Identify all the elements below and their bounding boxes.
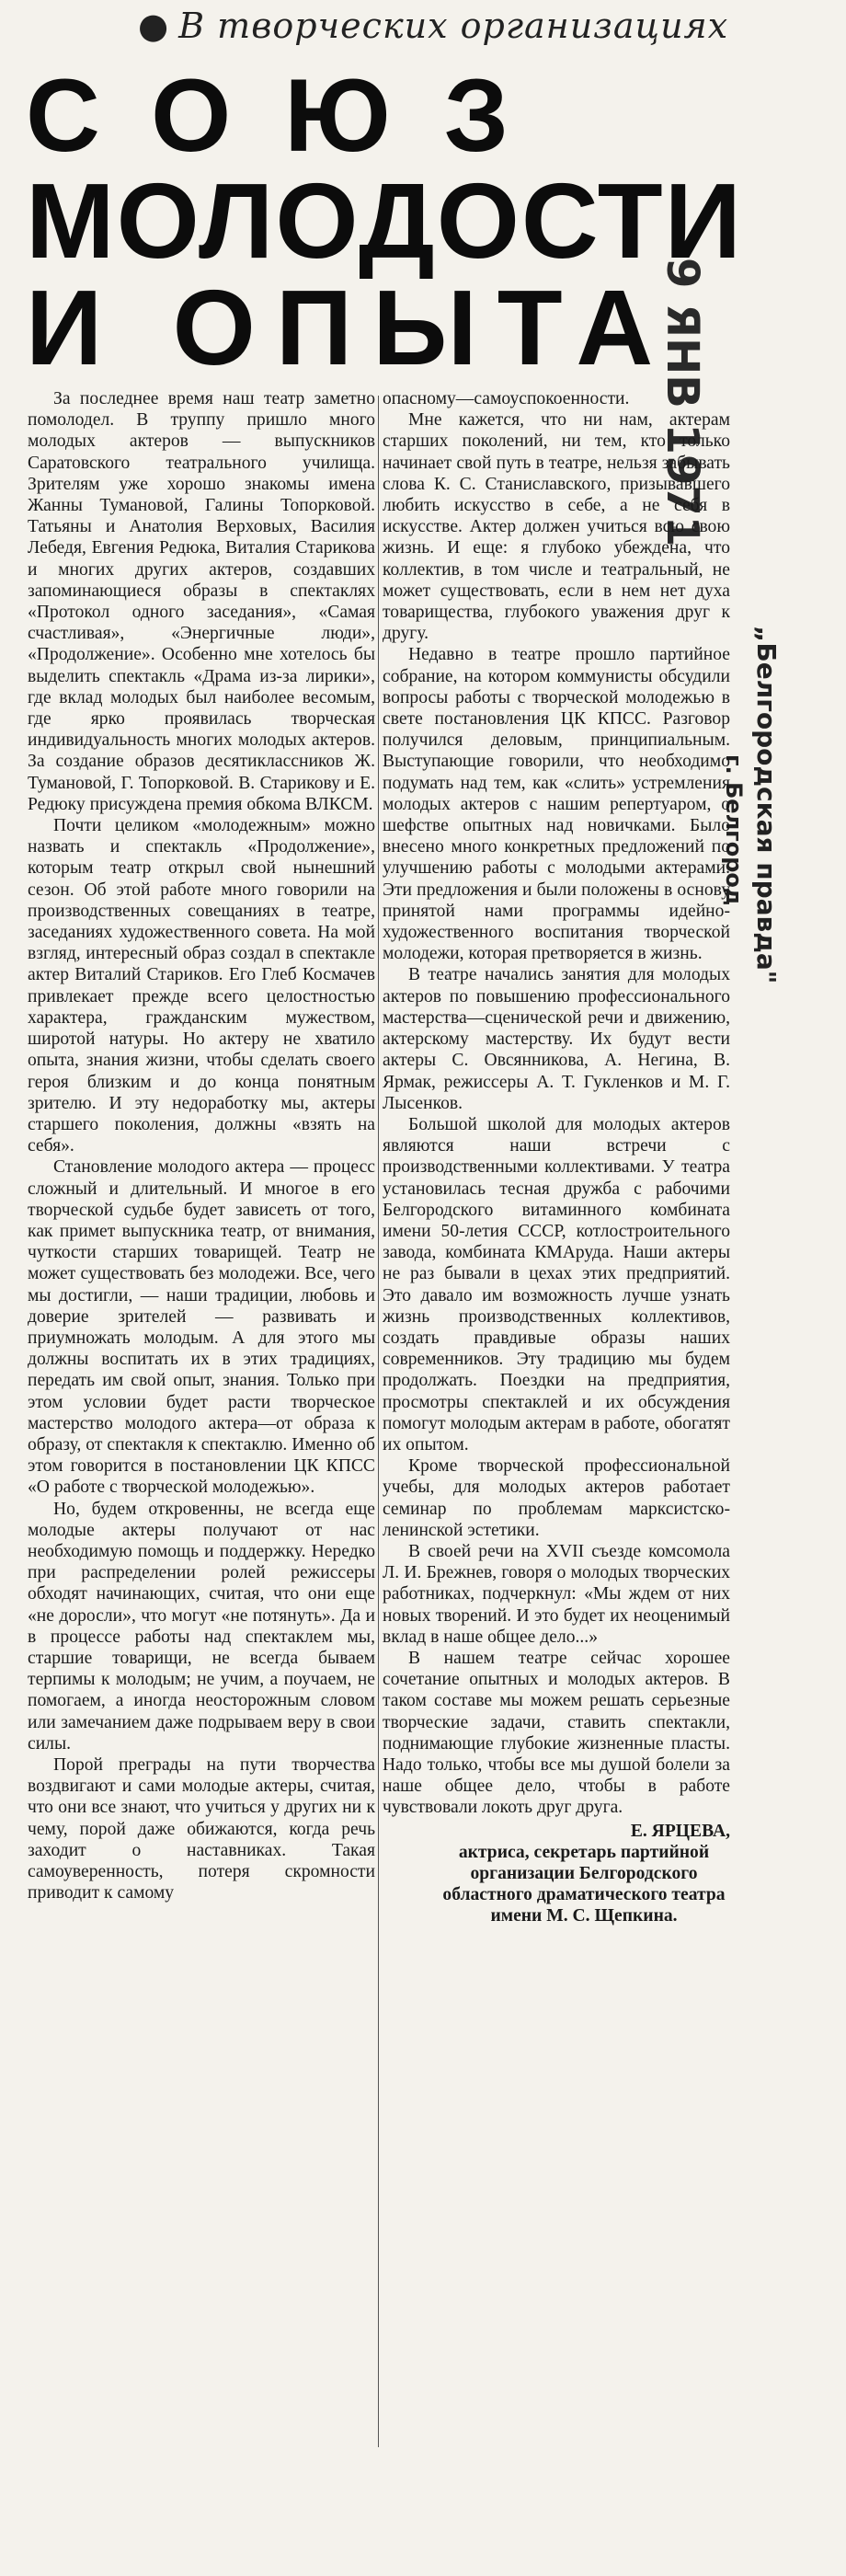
paragraph: Но, будем откровенны, не всегда еще молодые актеры получают от нас необходимую помощь и поддержку. Нередко при распределении ролей режиссеры обходят начинающих, считая, что они еще «не доросли», что могут «не потянуть». Да и в процессе работы над спектаклем мы, старшие товарищи, не всегда бываем терпимы к молодым; не учим, а поучаем, не помогаем, а иногда неосторожным словом или замечанием даже подрываем веру в свои силы. (28, 1499, 375, 1754)
paragraph: Почти целиком «молодежным» можно назвать и спектакль «Продолжение», которым театр открыл свой нынешний сезон. Об этой работе много говорили на производственных совещаниях в театре, заседаниях художественного совета. На мой взгляд, интересный образ создал в спектакле актер Виталий Стариков. Его Глеб Космачев привлекает прежде всего целостностью характера, гражданским мужеством, широтой натуры. Но актеру не хватило опыта, знания жизни, чтобы сделать своего героя близким и до конца понятным зрителю. И эту недоработку мы, актеры старшего поколения, должны «взять на себя». (28, 816, 375, 1156)
paragraph: Становление молодого актера — процесс сложный и длительный. И многое в его творческой судьбе будет зависеть от того, как примет выпускника театр, от внимания, чуткости старших товарищей. Театр не может существовать без молодежи. Все, чего мы достигли, — наши традиции, любовь и доверие зрителей — развивать и приумножать молодым. А для этого мы должны воспитать их в этих традициях, передать им свой опыт, знания. Только при этом условии будет расти творческое мастерство молодого актера—от образа к образу, от спектакля к спектаклю. Именно об этом говорится в постановлении ЦК КПСС «О работе с творческой молодежью». (28, 1157, 375, 1498)
paragraph: Недавно в театре прошло партийное собрание, на котором коммунисты обсудили вопросы работы с творческой молодежью в свете постановления ЦК КПСС. Разговор получился деловым, принципиальным. Выступающие говорили, что необходимо подумать над тем, как «слить» устремления молодых актеров с нашим репертуаром, о шефстве опытных над новичками. Было внесено много конкретных предложений по улучшению работы с молодыми актерами. Эти предложения и были положены в основу принятой нами программы идейно-художественного воспитания творческой молодежи, которая претворяется в жизнь. (383, 645, 730, 964)
rubric (138, 6, 728, 46)
headline (26, 58, 744, 387)
paragraph: Порой преграды на пути творчества воздвигают и сами молодые актеры, считая, что они все знают, что учиться у других ни к чему, порой даже обижаются, когда речь заходит о наставниках. Такая самоуверенность, потеря скромности приводит к самому (28, 1755, 375, 1903)
bullet-icon: ● (138, 6, 170, 46)
article-column-2 (383, 388, 730, 1927)
author-name: Е. ЯРЦЕВА, (630, 1821, 730, 1841)
paragraph: Большой школой для молодых актеров являются наши встречи с производственными коллективами. У театра установилась тесная дружба с рабочими Белгородского витаминного комбината имени 50-летия СССР, котлостроительного завода, комбината КМАруда. Наши актеры не раз бывали в цехах этих предприятий. Это давало им возможность лучше узнать жизнь производственных коллективов, создать правдивые образы наших современников. Эту традицию мы будем продолжать. Поездки на предприятия, просмотры спектаклей и их обсуждения помогут молодым актерам в работе, обогатят их опытом. (383, 1114, 730, 1455)
date-stamp: 9 ЯНВ 1971 (657, 258, 708, 547)
paragraph: Мне кажется, что ни нам, актерам старших поколений, ни тем, кто только начинает свой путь в театре, нельзя забывать слова К. С. Станиславского, призывавшего любить искусство в себе, а не себя в искусстве. Актер должен учиться всю свою жизнь. И еще: я глубоко убеждена, что коллектив, в том числе и театральный, не может существовать, если в нем нет духа товарищества, глубокого уважения друг к другу. (383, 410, 730, 644)
paragraph: В театре начались занятия для молодых актеров по повышению профессионального мастерства—сценической речи и движению, актерскому мастерству. Их будут вести актеры С. Овсянникова, А. Негина, В. Ярмак, режиссеры А. Т. Гукленков и М. Г. Лысенков. (383, 965, 730, 1113)
newspaper-name: „Белгородская правда" (751, 626, 782, 984)
paragraph: Кроме творческой профессиональной учебы, для молодых актеров работает семинар по проблемам марксистско-ленинской эстетики. (383, 1456, 730, 1540)
paragraph: В нашем театре сейчас хорошее сочетание опытных и молодых актеров. В таком составе мы можем решать серьезные творческие задачи, ставить спектакли, поднимающие глубокие жизненные пласты. Надо только, чтобы все мы душой болели за наше общее дело, чтобы в работе чувствовали локоть друг друга. (383, 1648, 730, 1818)
paragraph: опасному—самоуспокоенности. (383, 389, 630, 408)
headline-line-1: СОЮЗ (26, 58, 562, 173)
author-signature (383, 1821, 730, 1927)
newspaper-city: г. Белгород (721, 754, 747, 906)
rubric-text: В творческих организациях (178, 6, 729, 46)
paragraph: За последнее время наш театр заметно помолодел. В труппу пришло много молодых актеров — выпускников Саратовского театрального училища. Зрителям уже хорошо знакомы имена Жанны Тумановой, Галины Топорковой. Татьяны и Анатолия Верховых, Василия Лебедя, Евгения Редюка, Виталия Старикова и многих других актеров, создавших запоминающиеся образы в спектаклях «Протокол одного заседания», «Самая счастливая», «Энергичные люди», «Продолжение». Особенно мне хотелось бы выделить спектакль «Драма из-за лирики», где вклад молодых был наиболее весомым, где ярко проявилась творческая индивидуальность многих молодых актеров. За создание образов десятиклассников Ж. Тумановой, Г. Топорковой. В. Старикову и Е. Редюку присуждена премия обкома ВЛКСМ. (28, 389, 375, 814)
column-divider (378, 396, 379, 2447)
author-role: актриса, секретарь партийной организации Белгородского областного драматического театра имени М. С. Щепкина. (442, 1842, 726, 1926)
paragraph: В своей речи на XVII съезде комсомола Л. И. Брежнев, говоря о молодых творческих работниках, подчеркнул: «Мы ждем от них новых творений. И это будет их неоценимый вклад в наше общее дело...» (383, 1541, 730, 1647)
headline-line-2: МОЛОДОСТИ (26, 161, 744, 281)
headline-line-3: И ОПЫТА (26, 268, 674, 387)
article-column-1 (28, 388, 375, 1903)
